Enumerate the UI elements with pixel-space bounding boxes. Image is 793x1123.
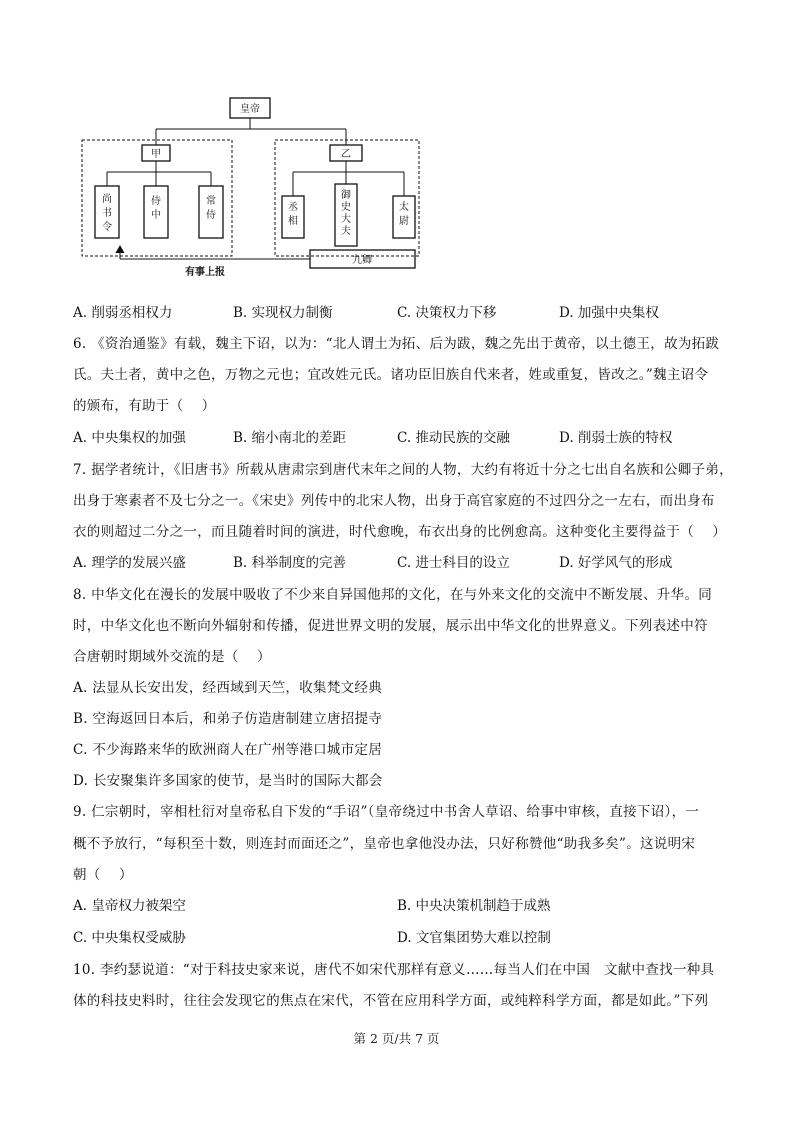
q5-option-c[interactable]: C. 决策权力下移: [397, 305, 497, 321]
emperor-label: 皇帝: [240, 104, 260, 115]
q7-line-2: 出身于寒素者不及七分之一。《宋史》列传中的北宋人物，出身于高官家庭的不过四分之一左右，而出身布: [73, 493, 715, 509]
q10-line-1: 10. 李约瑟说道：“对于科技史家来说，唐代不如宋代那样有意义……每当人们在中国 文献中查找一种具: [73, 962, 715, 978]
q5-option-d[interactable]: D. 加强中央集权: [559, 305, 659, 321]
q6-option-d[interactable]: D. 削弱士族的特权: [559, 430, 673, 446]
office-yushidafu-text: 御史大夫: [341, 190, 351, 237]
q9-line-2: 概不予放行，“每积至十数，则连封而面还之”，皇帝也拿他没办法，只好称赞他“助我多矣”。这说明宋: [73, 836, 696, 852]
q6-line-2: 氏。夫土者，黄中之色，万物之元也；宜改姓元氏。诸功臣旧族自代来者，姓或重复，皆改之。”魏主诏令: [73, 367, 709, 383]
q8-option-a[interactable]: A. 法显从长安出发，经西域到天竺，收集梵文经典: [73, 680, 383, 696]
q6-line-1: 6. 《资治通鉴》有载，魏主下诏，以为：“北人谓土为拓、后为跋，魏之先出于黄帝，以土德王，故为拓跋: [73, 336, 720, 352]
q7-option-a[interactable]: A. 理学的发展兴盛: [73, 555, 186, 571]
office-chengxiang-text: 丞相: [288, 202, 298, 227]
q8-line-1: 8. 中华文化在漫长的发展中吸收了不少来自异国他邦的文化，在与外来文化的交流中不断发展、升华。同: [73, 587, 713, 603]
q8-option-b[interactable]: B. 空海返回日本后，和弟子仿造唐制建立唐招提寺: [73, 711, 383, 727]
office-shangshuling-text: 尚书令: [102, 194, 112, 233]
q8-option-d[interactable]: D. 长安聚集许多国家的使节，是当时的国际大都会: [73, 773, 383, 789]
q5-option-b[interactable]: B. 实现权力制衡: [233, 305, 333, 321]
q5-option-a[interactable]: A. 削弱丞相权力: [73, 305, 173, 321]
q7-line-3: 衣的则超过二分之一，而且随着时间的演进，时代愈晚，布衣出身的比例愈高。这种变化主要得益于（ ）: [73, 524, 727, 540]
q8-option-c[interactable]: C. 不少海路来华的欧洲商人在广州等港口城市定居: [73, 742, 383, 758]
q7-option-c[interactable]: C. 进士科目的设立: [397, 555, 510, 571]
q10-line-2: 体的科技史料时，往往会发现它的焦点在宋代，不管在应用科学方面，或纯粹科学方面，都是如此。”下列: [73, 993, 709, 1009]
q9-option-a[interactable]: A. 皇帝权力被架空: [73, 898, 186, 914]
q6-option-b[interactable]: B. 缩小南北的差距: [233, 430, 347, 446]
report-label: 有事上报: [185, 267, 225, 278]
office-taiwei-text: 太尉: [399, 202, 409, 227]
page-number: 第 2 页/共 7 页: [353, 1031, 440, 1046]
q8-line-2: 时，中华文化也不断向外辐射和传播，促进世界文明的发展，展示出中华文化的世界意义。下列表述中符: [73, 618, 708, 634]
jia-label: 甲: [151, 149, 161, 160]
q7-option-b[interactable]: B. 科举制度的完善: [233, 555, 347, 571]
q9-option-b[interactable]: B. 中央决策机制趋于成熟: [397, 898, 551, 914]
q9-option-d[interactable]: D. 文官集团势大难以控制: [397, 930, 551, 946]
q7-option-d[interactable]: D. 好学风气的形成: [559, 555, 673, 571]
office-changshi-text: 常侍: [206, 196, 216, 221]
q6-option-c[interactable]: C. 推动民族的交融: [397, 430, 510, 446]
q9-line-3: 朝（ ）: [73, 867, 133, 883]
jiuqing-label: 九卿: [352, 255, 372, 266]
q9-option-c[interactable]: C. 中央集权受威胁: [73, 930, 186, 946]
q6-option-a[interactable]: A. 中央集权的加强: [73, 430, 186, 446]
government-structure-diagram: [80, 92, 440, 280]
q8-line-3: 合唐朝时期域外交流的是（ ）: [73, 649, 271, 665]
q6-line-3: 的颁布，有助于（ ）: [73, 398, 216, 414]
office-shizhong-text: 侍中: [151, 196, 161, 221]
q9-line-1: 9. 仁宗朝时，宰相杜衍对皇帝私自下发的“手诏”（皇帝绕过中书舍人草诏、给事中审核，直接下诏），一: [73, 804, 700, 820]
q7-line-1: 7. 据学者统计，《旧唐书》所载从唐肃宗到唐代末年之间的人物，大约有将近十分之七出自名族和公卿子弟，: [73, 462, 733, 478]
yi-label: 乙: [341, 149, 351, 160]
